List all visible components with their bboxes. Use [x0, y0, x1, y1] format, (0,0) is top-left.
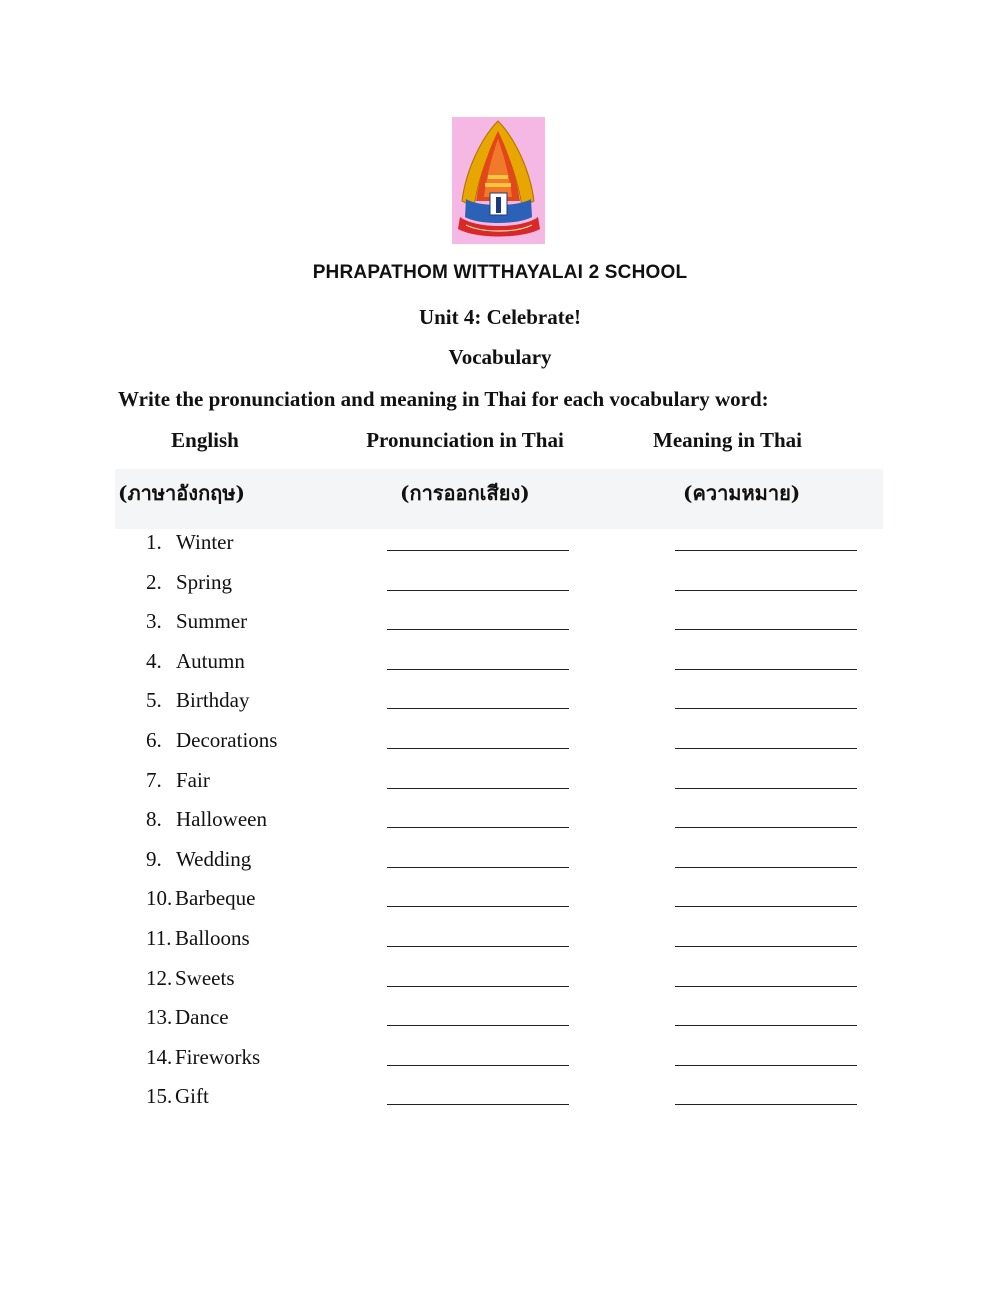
thai-header-english: (ภาษาอังกฤษ) — [118, 481, 245, 505]
pronunciation-blank[interactable] — [387, 669, 569, 670]
meaning-blank[interactable] — [675, 906, 857, 907]
vocabulary-row — [0, 847, 1000, 883]
column-header-english: English — [171, 428, 239, 452]
item-word: Summer — [176, 609, 248, 634]
section-title: Vocabulary — [448, 345, 552, 369]
vocabulary-row — [0, 688, 1000, 724]
meaning-blank[interactable] — [675, 1104, 857, 1105]
unit-title: Unit 4: Celebrate! — [418, 305, 582, 329]
item-number: 12. — [146, 965, 173, 990]
item-number: 1. — [146, 530, 162, 554]
item-number: 7. — [146, 767, 162, 792]
item-word: Birthday — [176, 688, 250, 713]
item-word: Fireworks — [175, 1044, 261, 1069]
item-word: Gift — [175, 1084, 209, 1109]
vocabulary-row — [0, 530, 1000, 566]
meaning-blank[interactable] — [675, 1065, 857, 1066]
pronunciation-blank[interactable] — [387, 906, 569, 907]
item-word: Spring — [176, 569, 233, 594]
vocabulary-row — [0, 728, 1000, 764]
item-number: 4. — [146, 648, 162, 673]
column-header-meaning: Meaning in Thai — [653, 428, 802, 452]
vocabulary-row — [0, 649, 1000, 685]
pronunciation-blank[interactable] — [387, 986, 569, 987]
pronunciation-blank[interactable] — [387, 708, 569, 709]
vocabulary-row — [0, 1045, 1000, 1081]
vocabulary-row — [0, 966, 1000, 1002]
item-word: Sweets — [175, 965, 235, 990]
meaning-blank[interactable] — [675, 986, 857, 987]
thai-header-pronunciation: (การออกเสียง) — [400, 481, 530, 505]
item-word: Autumn — [176, 648, 245, 673]
vocabulary-row — [0, 1005, 1000, 1041]
meaning-blank[interactable] — [675, 748, 857, 749]
pronunciation-blank[interactable] — [387, 867, 569, 868]
item-word: Dance — [175, 1005, 229, 1030]
school-name: PHRAPATHOM WITTHAYALAI 2 SCHOOL — [312, 262, 688, 283]
item-number: 14. — [146, 1044, 173, 1069]
item-word: Wedding — [176, 846, 252, 871]
item-word: Balloons — [175, 926, 250, 950]
item-word: Fair — [176, 767, 210, 792]
item-number: 6. — [146, 728, 162, 752]
pronunciation-blank[interactable] — [387, 827, 569, 828]
item-number: 15. — [146, 1084, 173, 1109]
vocabulary-row — [0, 886, 1000, 922]
meaning-blank[interactable] — [675, 827, 857, 828]
item-word: Barbeque — [175, 886, 256, 911]
pronunciation-blank[interactable] — [387, 1025, 569, 1026]
meaning-blank[interactable] — [675, 788, 857, 789]
school-logo — [452, 117, 545, 244]
vocabulary-row — [0, 1084, 1000, 1120]
pronunciation-blank[interactable] — [387, 946, 569, 947]
item-word: Winter — [176, 530, 234, 554]
item-number: 11. — [146, 926, 172, 950]
item-number: 2. — [146, 569, 162, 594]
column-header-pronunciation: Pronunciation in Thai — [366, 428, 564, 452]
meaning-blank[interactable] — [675, 669, 857, 670]
thai-header-meaning: (ความหมาย) — [683, 481, 801, 505]
item-number: 3. — [146, 609, 162, 634]
pronunciation-blank[interactable] — [387, 788, 569, 789]
pronunciation-blank[interactable] — [387, 1065, 569, 1066]
item-number: 13. — [146, 1005, 173, 1030]
meaning-blank[interactable] — [675, 550, 857, 551]
meaning-blank[interactable] — [675, 946, 857, 947]
pronunciation-blank[interactable] — [387, 550, 569, 551]
pronunciation-blank[interactable] — [387, 629, 569, 630]
instruction-text: Write the pronunciation and meaning in Thai for each vocabulary word: — [118, 387, 769, 411]
pronunciation-blank[interactable] — [387, 590, 569, 591]
meaning-blank[interactable] — [675, 708, 857, 709]
school-emblem-icon — [452, 117, 545, 244]
vocabulary-row — [0, 807, 1000, 843]
vocabulary-row — [0, 609, 1000, 645]
meaning-blank[interactable] — [675, 629, 857, 630]
item-number: 9. — [146, 846, 162, 871]
meaning-blank[interactable] — [675, 867, 857, 868]
item-number: 8. — [146, 807, 162, 832]
vocabulary-row — [0, 926, 1000, 962]
item-word: Halloween — [176, 807, 267, 832]
item-word: Decorations — [176, 728, 278, 752]
pronunciation-blank[interactable] — [387, 1104, 569, 1105]
vocabulary-row — [0, 768, 1000, 804]
meaning-blank[interactable] — [675, 590, 857, 591]
pronunciation-blank[interactable] — [387, 748, 569, 749]
meaning-blank[interactable] — [675, 1025, 857, 1026]
item-number: 5. — [146, 688, 162, 713]
vocabulary-row — [0, 570, 1000, 606]
item-number: 10. — [146, 886, 173, 911]
